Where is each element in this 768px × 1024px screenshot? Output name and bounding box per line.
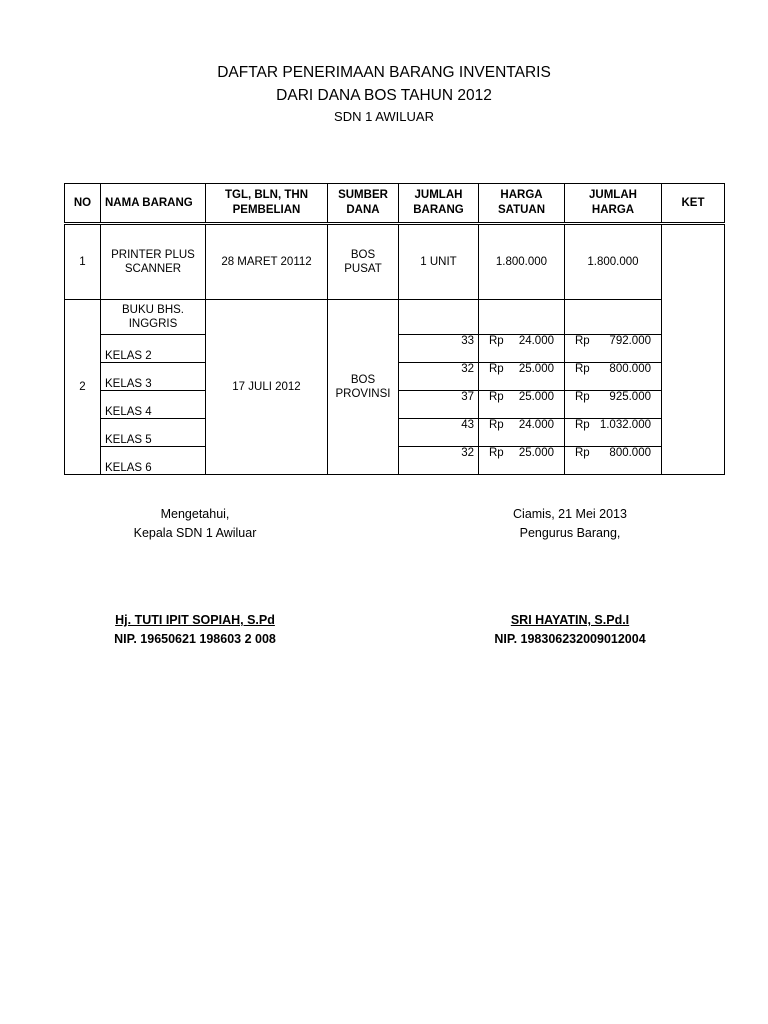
jumlah-harga-value: Rp 792.000 (565, 335, 662, 363)
table-header-row (65, 184, 725, 224)
row2-tanggal: 17 JULI 2012 (206, 300, 328, 475)
harga-satuan-value: Rp 25.000 (479, 447, 565, 475)
ket-cell (662, 224, 725, 475)
header-jumlah-harga: JUMLAH HARGA (565, 184, 662, 224)
header-tanggal: TGL, BLN, THN PEMBELIAN (206, 184, 328, 224)
row1-tanggal: 28 MARET 20112 (206, 224, 328, 300)
row2-no: 2 (65, 300, 101, 475)
header-no: NO (65, 184, 101, 224)
row1-sumber-dana: BOS PUSAT (328, 224, 399, 300)
signature-left-line2: Kepala SDN 1 Awiluar (133, 526, 257, 540)
signature-right-line2: Pengurus Barang, (519, 526, 621, 540)
row1-no: 1 (65, 224, 101, 300)
kelas-label: KELAS 3 (101, 363, 206, 391)
kelas-label: KELAS 6 (101, 447, 206, 475)
harga-satuan-value: Rp 25.000 (479, 363, 565, 391)
signature-left-nip: NIP. 19650621 198603 2 008 (114, 632, 276, 646)
header-ket: KET (662, 184, 725, 224)
harga-satuan-value: Rp 24.000 (479, 335, 565, 363)
header-nama-barang: NAMA BARANG (101, 184, 206, 224)
kelas-label: KELAS 2 (101, 335, 206, 363)
qty-value: 37 (399, 391, 479, 419)
signature-right (470, 507, 670, 651)
signature-left (95, 507, 295, 651)
row1-jumlah-barang: 1 UNIT (399, 224, 479, 300)
signature-left-name: Hj. TUTI IPIT SOPIAH, S.Pd (115, 613, 275, 627)
header-harga-satuan: HARGA SATUAN (479, 184, 565, 224)
jumlah-harga-value: Rp 800.000 (565, 447, 662, 475)
qty-value: 32 (399, 447, 479, 475)
qty-value: 32 (399, 363, 479, 391)
signature-right-nip: NIP. 198306232009012004 (494, 632, 646, 646)
jumlah-harga-value: Rp 800.000 (565, 363, 662, 391)
qty-value: 33 (399, 335, 479, 363)
jumlah-harga-value: Rp 925.000 (565, 391, 662, 419)
qty-value: 43 (399, 419, 479, 447)
table-row (65, 224, 725, 300)
row1-harga-satuan: 1.800.000 (479, 224, 565, 300)
school-name: SDN 1 AWILUAR (334, 109, 434, 124)
harga-satuan-value: Rp 25.000 (479, 391, 565, 419)
document-subtitle: DARI DANA BOS TAHUN 2012 (276, 87, 492, 104)
kelas-label: KELAS 4 (101, 391, 206, 419)
row2-nama-barang: BUKU BHS. INGGRIS (101, 300, 206, 335)
jumlah-harga-value: Rp 1.032.000 (565, 419, 662, 447)
document-title: DAFTAR PENERIMAAN BARANG INVENTARIS (217, 64, 551, 81)
header-jumlah-barang: JUMLAH BARANG (399, 184, 479, 224)
row1-jumlah-harga: 1.800.000 (565, 224, 662, 300)
inventory-table (64, 183, 725, 475)
kelas-label: KELAS 5 (101, 419, 206, 447)
signature-right-line1: Ciamis, 21 Mei 2013 (513, 507, 627, 521)
table-row (65, 300, 725, 335)
header-sumber-dana: SUMBER DANA (328, 184, 399, 224)
row2-sumber-dana: BOS PROVINSI (328, 300, 399, 475)
signature-left-line1: Mengetahui, (160, 507, 230, 521)
row1-nama-barang: PRINTER PLUS SCANNER (101, 224, 206, 300)
signature-right-name: SRI HAYATIN, S.Pd.I (510, 613, 630, 627)
harga-satuan-value: Rp 24.000 (479, 419, 565, 447)
